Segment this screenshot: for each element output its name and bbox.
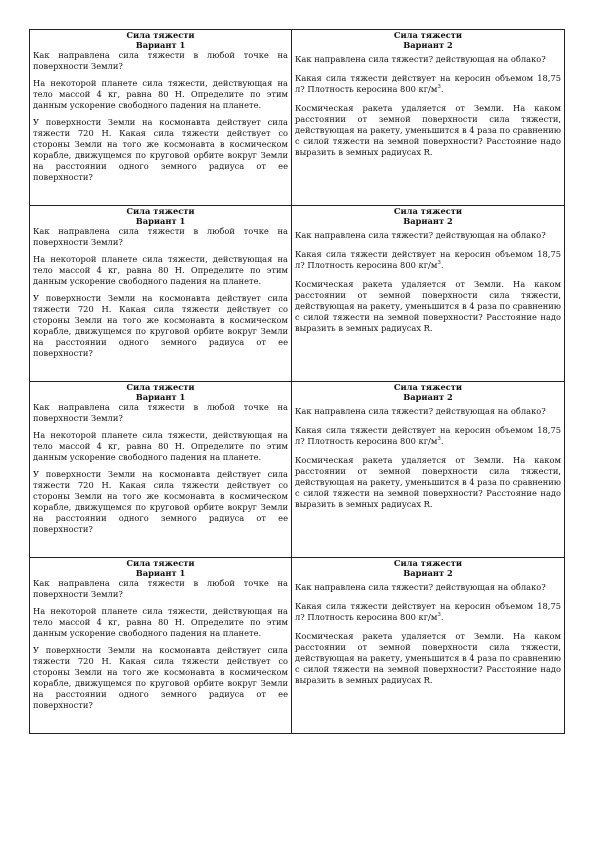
variant-2-label: Вариант 2 — [403, 391, 453, 402]
variant-1-card — [30, 382, 292, 558]
variant-1-question-1: Как направлена сила тяжести в любой точке на поверхности Земли? — [33, 50, 288, 71]
variant-1-question-3: У поверхности Земли на космонавта действует сила тяжести 720 Н. Какая сила тяжести действует со стороны Земли на того же космонавта в космическом корабле, движущемся по круговой орбите вокруг Земли на расстоянии одного земного радиуса от ее поверхности? — [33, 469, 288, 534]
variant-1-label: Вариант 1 — [135, 391, 186, 402]
card-title: Сила тяжести — [393, 558, 463, 568]
variant-2-question-1: Как направлена сила тяжести? действующая на облако? — [295, 54, 546, 64]
variant-1-question-1: Как направлена сила тяжести в любой точке на поверхности Земли? — [33, 226, 288, 247]
variant-2-question-2-end: . — [440, 260, 444, 270]
card-title: Сила тяжести — [126, 382, 195, 392]
variant-2-question-1: Как направлена сила тяжести? действующая на облако? — [295, 230, 546, 240]
variant-2-question-3: Космическая ракета удаляется от Земли. На каком расстоянии от земной поверхности сила тяжести, действующая на ракету, уменьшится в 4 раза по сравнению с силой тяжести на земной поверхности? Расстояние надо выразить в земных радиусах R. — [295, 631, 562, 685]
variant-2-label: Вариант 2 — [403, 39, 453, 50]
variant-1-question-2: На некоторой планете сила тяжести, действующая на тело массой 4 кг, равна 80 Н. Определите по этим данным ускорение свободного падения на планете. — [33, 254, 288, 286]
worksheet-grid — [29, 29, 565, 734]
variant-1-question-3: У поверхности Земли на космонавта действует сила тяжести 720 Н. Какая сила тяжести действует со стороны Земли на того же космонавта в космическом корабле, движущемся по круговой орбите вокруг Земли на расстоянии одного земного радиуса от ее поверхности? — [33, 117, 288, 182]
variant-2-question-2-text: Какая сила тяжести действует на керосин объемом 18,75 л? Плотность керосина 800 кг/м — [295, 73, 561, 94]
card-title: Сила тяжести — [393, 382, 463, 392]
variant-2-card — [292, 30, 565, 206]
variant-2-question-2-text: Какая сила тяжести действует на керосин объемом 18,75 л? Плотность керосина 800 кг/м — [295, 425, 561, 446]
variant-2-question-2 — [295, 425, 561, 447]
variant-1-question-2: На некоторой планете сила тяжести, действующая на тело массой 4 кг, равна 80 Н. Определите по этим данным ускорение свободного падения на планете. — [33, 606, 288, 638]
variant-1-question-1: Как направлена сила тяжести в любой точке на поверхности Земли? — [33, 578, 288, 599]
variant-2-question-2 — [295, 601, 561, 623]
card-title: Сила тяжести — [126, 558, 195, 568]
cubic-exponent: 3 — [437, 436, 441, 443]
cubic-exponent: 3 — [437, 84, 441, 91]
cubic-exponent: 3 — [437, 612, 441, 619]
cubic-exponent: 3 — [437, 260, 441, 267]
variant-1-question-1: Как направлена сила тяжести в любой точке на поверхности Земли? — [33, 402, 288, 423]
variant-2-question-3: Космическая ракета удаляется от Земли. На каком расстоянии от земной поверхности сила тяжести, действующая на ракету, уменьшится в 4 раза по сравнению с силой тяжести на земной поверхности? Расстояние надо выразить в земных радиусах R. — [295, 455, 562, 509]
variant-2-question-3: Космическая ракета удаляется от Земли. На каком расстоянии от земной поверхности сила тяжести, действующая на ракету, уменьшится в 4 раза по сравнению с силой тяжести на земной поверхности? Расстояние надо выразить в земных радиусах R. — [295, 279, 562, 333]
variant-2-question-2-end: . — [440, 436, 444, 446]
variant-2-question-2 — [295, 249, 561, 271]
variant-2-card — [292, 558, 565, 734]
variant-1-question-3: У поверхности Земли на космонавта действует сила тяжести 720 Н. Какая сила тяжести действует со стороны Земли на того же космонавта в космическом корабле, движущемся по круговой орбите вокруг Земли на расстоянии одного земного радиуса от ее поверхности? — [33, 293, 288, 358]
variant-1-question-2: На некоторой планете сила тяжести, действующая на тело массой 4 кг, равна 80 Н. Определите по этим данным ускорение свободного падения на планете. — [33, 78, 288, 110]
variant-2-question-2-text: Какая сила тяжести действует на керосин объемом 18,75 л? Плотность керосина 800 кг/м — [295, 249, 561, 270]
card-title: Сила тяжести — [393, 30, 463, 40]
card-title: Сила тяжести — [126, 206, 195, 216]
variant-1-card — [30, 30, 292, 206]
variant-2-card — [292, 206, 565, 382]
variant-1-card — [30, 558, 292, 734]
variant-2-label: Вариант 2 — [403, 567, 453, 578]
variant-2-card — [292, 382, 565, 558]
variant-2-question-1: Как направлена сила тяжести? действующая на облако? — [295, 406, 546, 416]
variant-1-card — [30, 206, 292, 382]
variant-2-label: Вариант 2 — [403, 215, 453, 226]
variant-2-question-2-text: Какая сила тяжести действует на керосин объемом 18,75 л? Плотность керосина 800 кг/м — [295, 601, 561, 622]
variant-1-label: Вариант 1 — [135, 567, 186, 578]
variant-2-question-3: Космическая ракета удаляется от Земли. На каком расстоянии от земной поверхности сила тяжести, действующая на ракету, уменьшится в 4 раза по сравнению с силой тяжести на земной поверхности? Расстояние надо выразить в земных радиусах R. — [295, 103, 562, 157]
card-title: Сила тяжести — [393, 206, 463, 216]
variant-1-label: Вариант 1 — [135, 215, 186, 226]
variant-2-question-1: Как направлена сила тяжести? действующая на облако? — [295, 582, 546, 592]
variant-1-label: Вариант 1 — [135, 39, 186, 50]
card-title: Сила тяжести — [126, 30, 195, 40]
variant-2-question-2 — [295, 73, 561, 95]
variant-2-question-2-end: . — [440, 612, 444, 622]
variant-1-question-2: На некоторой планете сила тяжести, действующая на тело массой 4 кг, равна 80 Н. Определите по этим данным ускорение свободного падения на планете. — [33, 430, 288, 462]
variant-2-question-2-end: . — [440, 84, 444, 94]
variant-1-question-3: У поверхности Земли на космонавта действует сила тяжести 720 Н. Какая сила тяжести действует со стороны Земли на того же космонавта в космическом корабле, движущемся по круговой орбите вокруг Земли на расстоянии одного земного радиуса от ее поверхности? — [33, 645, 288, 710]
